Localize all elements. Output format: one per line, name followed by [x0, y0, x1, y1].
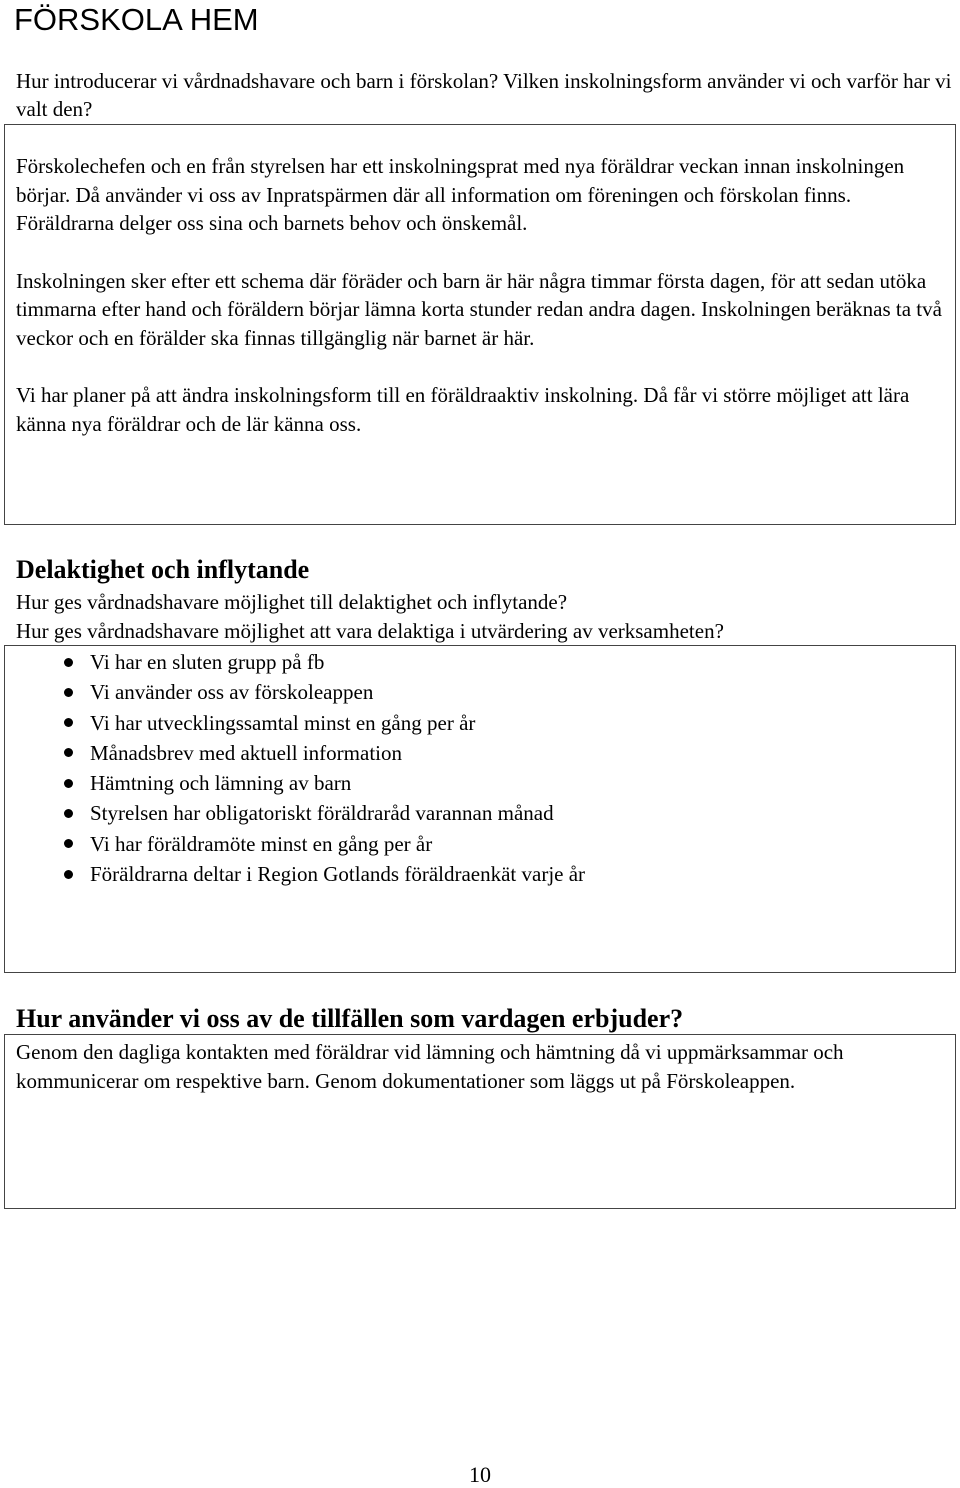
list-item [16, 768, 946, 798]
list-item-text: Vi har en sluten grupp på fb [90, 650, 325, 674]
section2-question: Hur ges vårdnadshavare möjlighet till delaktighet och inflytande? [16, 590, 568, 614]
bullet-icon [64, 779, 73, 788]
bullet-icon [64, 748, 73, 757]
bullet-icon [64, 839, 73, 848]
section1-answer-box [4, 124, 956, 525]
list-item [16, 647, 946, 677]
section1-paragraph: Vi har planer på att ändra inskolningsform till en föräldraaktiv inskolning. Då får vi större möjliget att lära känna nya föräldrar och de lär känna oss. [16, 383, 910, 436]
list-item-text: Vi har utvecklingssamtal minst en gång per år [90, 710, 476, 735]
list-item-text: Vi har föräldramöte minst en gång per år [90, 831, 433, 856]
section1-question: Hur introducerar vi vårdnadshavare och barn i förskolan? Vilken inskolningsform använder vi och varför har vi valt den? [16, 69, 952, 121]
section1-paragraph: Förskolechefen och en från styrelsen har ett inskolningsprat med nya föräldrar veckan innan inskolningen börjar. Då använder vi oss av Inpratspärmen där all information om föreningen och förskolan finns. Föräldrarna delger oss sina och barnets behov och önskemål. [16, 154, 905, 235]
list-item-text: Styrelsen har obligatoriskt föräldraråd varannan månad [90, 801, 554, 826]
list-item [16, 798, 946, 828]
page-number: 10 [469, 1462, 491, 1487]
section2-heading: Delaktighet och inflytande [16, 555, 310, 584]
section1-paragraph: Inskolningen sker efter ett schema där föräder och barn är här några timmar första dagen, för att sedan utöka timmarna efter hand och föräldern börjar lämna korta stunder redan andra dagen. Inskolningen beräknas ta två veckor och en förälder ska finnas tillgänglig när barnet är här. [16, 268, 942, 350]
section3-text: Genom den dagliga kontakten med föräldrar vid lämning och hämtning då vi uppmärksammar och kommunicerar om respektive barn. Genom dokumentationer som läggs ut på Förskoleappen. [16, 1040, 844, 1093]
bullet-icon [64, 718, 73, 727]
list-item [16, 829, 946, 859]
list-item-text: Hämtning och lämning av barn [90, 771, 352, 796]
list-item-text: Månadsbrev med aktuell information [90, 740, 402, 765]
bullet-list [16, 647, 946, 889]
list-item-text: Föräldrarna deltar i Region Gotlands föräldraenkät varje år [90, 862, 586, 887]
list-item [16, 677, 946, 707]
bullet-icon [64, 870, 73, 879]
bullet-icon [64, 658, 73, 667]
page-title: FÖRSKOLA HEM [14, 2, 259, 37]
list-item [16, 738, 946, 768]
bullet-icon [64, 688, 73, 697]
list-item [16, 859, 946, 889]
section2-answer-box [4, 645, 956, 973]
section2-question: Hur ges vårdnadshavare möjlighet att vara delaktiga i utvärdering av verksamheten? [16, 619, 724, 643]
list-item-text: Vi använder oss av förskoleappen [90, 680, 374, 705]
bullet-icon [64, 809, 73, 818]
section3-heading: Hur använder vi oss av de tillfällen som vardagen erbjuder? [16, 1004, 684, 1033]
section3-answer-box [4, 1034, 956, 1209]
list-item [16, 708, 946, 738]
